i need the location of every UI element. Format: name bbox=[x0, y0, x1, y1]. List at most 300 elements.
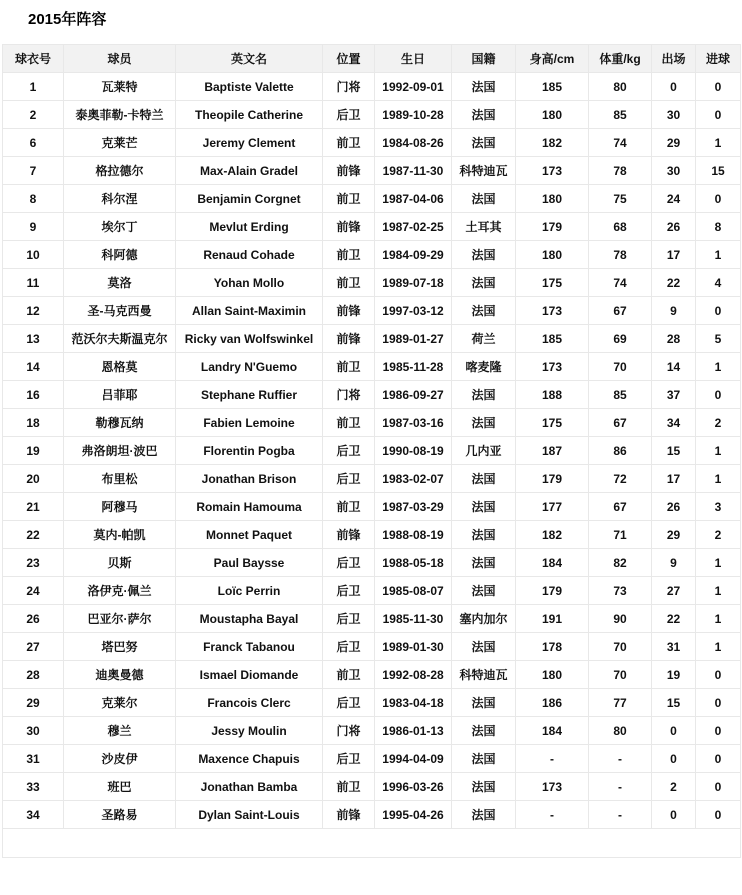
table-cell: 2 bbox=[696, 521, 741, 549]
table-cell: 82 bbox=[589, 549, 652, 577]
table-cell: 27 bbox=[3, 633, 64, 661]
table-cell: - bbox=[589, 773, 652, 801]
table-row bbox=[3, 101, 741, 129]
table-cell: 85 bbox=[589, 381, 652, 409]
table-cell: 前锋 bbox=[323, 325, 375, 353]
table-cell: 法国 bbox=[452, 129, 516, 157]
table-cell: 1997-03-12 bbox=[375, 297, 452, 325]
table-cell: - bbox=[516, 801, 589, 829]
table-cell: 9 bbox=[3, 213, 64, 241]
table-cell: 34 bbox=[652, 409, 696, 437]
table-cell: 门将 bbox=[323, 717, 375, 745]
table-cell: Moustapha Bayal bbox=[176, 605, 323, 633]
table-cell: 前锋 bbox=[323, 521, 375, 549]
table-cell: 前卫 bbox=[323, 353, 375, 381]
table-cell: 圣-马克西曼 bbox=[64, 297, 176, 325]
table-cell: 0 bbox=[696, 773, 741, 801]
table-cell: 法国 bbox=[452, 689, 516, 717]
header-cell: 球衣号 bbox=[3, 45, 64, 73]
header-cell: 身高/cm bbox=[516, 45, 589, 73]
table-cell: 克莱芒 bbox=[64, 129, 176, 157]
table-cell: 迪奥曼德 bbox=[64, 661, 176, 689]
table-cell: 几内亚 bbox=[452, 437, 516, 465]
table-cell: 1983-02-07 bbox=[375, 465, 452, 493]
table-cell: 8 bbox=[696, 213, 741, 241]
table-cell: 70 bbox=[589, 353, 652, 381]
table-cell: 荷兰 bbox=[452, 325, 516, 353]
table-cell: 后卫 bbox=[323, 633, 375, 661]
table-cell: 沙皮伊 bbox=[64, 745, 176, 773]
table-cell: Paul Baysse bbox=[176, 549, 323, 577]
table-cell: 188 bbox=[516, 381, 589, 409]
table-cell: 90 bbox=[589, 605, 652, 633]
table-cell: 70 bbox=[589, 633, 652, 661]
table-cell: 11 bbox=[3, 269, 64, 297]
table-cell: 179 bbox=[516, 577, 589, 605]
table-cell: 1987-11-30 bbox=[375, 157, 452, 185]
table-row bbox=[3, 801, 741, 829]
table-cell: 弗洛朗坦·波巴 bbox=[64, 437, 176, 465]
table-cell: 后卫 bbox=[323, 689, 375, 717]
table-cell: 法国 bbox=[452, 269, 516, 297]
table-cell: 1 bbox=[696, 241, 741, 269]
table-row bbox=[3, 325, 741, 353]
table-cell: 74 bbox=[589, 129, 652, 157]
table-cell: 洛伊克·佩兰 bbox=[64, 577, 176, 605]
header-row bbox=[3, 45, 741, 73]
table-cell: 后卫 bbox=[323, 549, 375, 577]
table-cell: 班巴 bbox=[64, 773, 176, 801]
table-cell: 后卫 bbox=[323, 745, 375, 773]
roster-table bbox=[2, 44, 741, 858]
table-cell: 1984-08-26 bbox=[375, 129, 452, 157]
table-cell: Jessy Moulin bbox=[176, 717, 323, 745]
table-cell: - bbox=[589, 801, 652, 829]
table-cell: 20 bbox=[3, 465, 64, 493]
table-cell: 贝斯 bbox=[64, 549, 176, 577]
table-cell: 1990-08-19 bbox=[375, 437, 452, 465]
table-cell: 77 bbox=[589, 689, 652, 717]
table-cell: 14 bbox=[652, 353, 696, 381]
header-cell: 球员 bbox=[64, 45, 176, 73]
table-cell: 184 bbox=[516, 549, 589, 577]
table-cell: 1983-04-18 bbox=[375, 689, 452, 717]
table-cell: 前卫 bbox=[323, 493, 375, 521]
table-cell: 法国 bbox=[452, 297, 516, 325]
table-cell: Mevlut Erding bbox=[176, 213, 323, 241]
table-body bbox=[3, 73, 741, 829]
table-cell: 16 bbox=[3, 381, 64, 409]
table-cell: 科特迪瓦 bbox=[452, 661, 516, 689]
table-cell: 180 bbox=[516, 661, 589, 689]
table-cell: 法国 bbox=[452, 549, 516, 577]
table-cell: 21 bbox=[3, 493, 64, 521]
table-cell: 前卫 bbox=[323, 269, 375, 297]
table-cell: 6 bbox=[3, 129, 64, 157]
table-cell: 3 bbox=[696, 493, 741, 521]
table-cell: 15 bbox=[652, 437, 696, 465]
table-cell: 15 bbox=[652, 689, 696, 717]
table-cell: 72 bbox=[589, 465, 652, 493]
table-cell: 180 bbox=[516, 101, 589, 129]
table-cell: 0 bbox=[652, 717, 696, 745]
table-cell: 0 bbox=[652, 745, 696, 773]
table-cell: 4 bbox=[696, 269, 741, 297]
header-cell: 生日 bbox=[375, 45, 452, 73]
table-cell: 1985-11-30 bbox=[375, 605, 452, 633]
table-cell: 7 bbox=[3, 157, 64, 185]
table-cell: 8 bbox=[3, 185, 64, 213]
table-cell: 法国 bbox=[452, 493, 516, 521]
table-row bbox=[3, 773, 741, 801]
table-cell: 19 bbox=[652, 661, 696, 689]
table-cell: 182 bbox=[516, 521, 589, 549]
table-cell: 30 bbox=[652, 101, 696, 129]
table-cell: 1 bbox=[3, 73, 64, 101]
table-cell: 法国 bbox=[452, 521, 516, 549]
table-cell: 28 bbox=[652, 325, 696, 353]
table-cell: 18 bbox=[3, 409, 64, 437]
table-cell: 克莱尔 bbox=[64, 689, 176, 717]
table-cell: 173 bbox=[516, 297, 589, 325]
table-cell: 33 bbox=[3, 773, 64, 801]
table-cell: 前卫 bbox=[323, 773, 375, 801]
table-cell: 1992-08-28 bbox=[375, 661, 452, 689]
table-row bbox=[3, 269, 741, 297]
table-cell: 1995-04-26 bbox=[375, 801, 452, 829]
table-cell: 30 bbox=[3, 717, 64, 745]
table-cell: 1 bbox=[696, 353, 741, 381]
header-cell: 位置 bbox=[323, 45, 375, 73]
table-cell: 前锋 bbox=[323, 213, 375, 241]
table-cell: 0 bbox=[652, 801, 696, 829]
table-cell: 78 bbox=[589, 241, 652, 269]
header-cell: 体重/kg bbox=[589, 45, 652, 73]
table-cell: 阿穆马 bbox=[64, 493, 176, 521]
table-cell: 1985-08-07 bbox=[375, 577, 452, 605]
table-cell: 莫洛 bbox=[64, 269, 176, 297]
table-cell: Monnet Paquet bbox=[176, 521, 323, 549]
table-cell: 吕菲耶 bbox=[64, 381, 176, 409]
table-cell: 31 bbox=[652, 633, 696, 661]
table-cell: 1987-02-25 bbox=[375, 213, 452, 241]
table-cell: Ricky van Wolfswinkel bbox=[176, 325, 323, 353]
table-cell: 15 bbox=[696, 157, 741, 185]
table-cell: 173 bbox=[516, 773, 589, 801]
table-cell: 格拉德尔 bbox=[64, 157, 176, 185]
table-cell: 17 bbox=[652, 465, 696, 493]
table-cell: 1992-09-01 bbox=[375, 73, 452, 101]
table-row bbox=[3, 605, 741, 633]
table-cell: 180 bbox=[516, 185, 589, 213]
table-cell: 法国 bbox=[452, 745, 516, 773]
table-cell: 74 bbox=[589, 269, 652, 297]
table-cell: 13 bbox=[3, 325, 64, 353]
table-cell: 法国 bbox=[452, 381, 516, 409]
table-cell: 182 bbox=[516, 129, 589, 157]
table-cell: 1989-07-18 bbox=[375, 269, 452, 297]
table-cell: 0 bbox=[696, 297, 741, 325]
table-cell: 后卫 bbox=[323, 101, 375, 129]
table-cell: 法国 bbox=[452, 73, 516, 101]
table-cell: 1987-04-06 bbox=[375, 185, 452, 213]
table-cell: 67 bbox=[589, 297, 652, 325]
table-row bbox=[3, 549, 741, 577]
table-cell: 1987-03-16 bbox=[375, 409, 452, 437]
table-cell: - bbox=[589, 745, 652, 773]
table-cell: - bbox=[516, 745, 589, 773]
table-cell: 后卫 bbox=[323, 437, 375, 465]
table-row bbox=[3, 493, 741, 521]
table-cell: 1988-05-18 bbox=[375, 549, 452, 577]
table-cell: 布里松 bbox=[64, 465, 176, 493]
table-cell: 85 bbox=[589, 101, 652, 129]
table-cell: 塞内加尔 bbox=[452, 605, 516, 633]
table-row bbox=[3, 381, 741, 409]
table-cell: 1 bbox=[696, 129, 741, 157]
table-cell: 31 bbox=[3, 745, 64, 773]
table-row bbox=[3, 409, 741, 437]
table-row bbox=[3, 745, 741, 773]
table-cell: 1988-08-19 bbox=[375, 521, 452, 549]
table-cell: 前锋 bbox=[323, 157, 375, 185]
table-cell: Max-Alain Gradel bbox=[176, 157, 323, 185]
table-row bbox=[3, 465, 741, 493]
table-cell: Landry N'Guemo bbox=[176, 353, 323, 381]
table-cell: 范沃尔夫斯温克尔 bbox=[64, 325, 176, 353]
table-row bbox=[3, 633, 741, 661]
table-cell: 24 bbox=[652, 185, 696, 213]
table-cell: 173 bbox=[516, 157, 589, 185]
table-cell: Romain Hamouma bbox=[176, 493, 323, 521]
table-cell: Jonathan Bamba bbox=[176, 773, 323, 801]
table-cell: 71 bbox=[589, 521, 652, 549]
table-cell: 法国 bbox=[452, 577, 516, 605]
table-cell: 勒穆瓦纳 bbox=[64, 409, 176, 437]
table-cell: 34 bbox=[3, 801, 64, 829]
table-cell: 莫内-帕凯 bbox=[64, 521, 176, 549]
table-row bbox=[3, 689, 741, 717]
table-cell: 9 bbox=[652, 549, 696, 577]
table-footer bbox=[3, 829, 741, 858]
table-cell: 80 bbox=[589, 717, 652, 745]
table-cell: 0 bbox=[696, 185, 741, 213]
table-cell: 26 bbox=[652, 493, 696, 521]
table-cell: 0 bbox=[652, 73, 696, 101]
table-row bbox=[3, 297, 741, 325]
table-cell: 泰奥菲勒-卡特兰 bbox=[64, 101, 176, 129]
table-row bbox=[3, 213, 741, 241]
table-cell: 180 bbox=[516, 241, 589, 269]
table-cell: 29 bbox=[652, 521, 696, 549]
table-cell: 前锋 bbox=[323, 801, 375, 829]
header-cell: 进球 bbox=[696, 45, 741, 73]
table-cell: Yohan Mollo bbox=[176, 269, 323, 297]
table-row bbox=[3, 577, 741, 605]
table-cell: 塔巴努 bbox=[64, 633, 176, 661]
table-cell: 12 bbox=[3, 297, 64, 325]
table-cell: 法国 bbox=[452, 185, 516, 213]
table-cell: 2 bbox=[652, 773, 696, 801]
table-cell: 5 bbox=[696, 325, 741, 353]
header-cell: 英文名 bbox=[176, 45, 323, 73]
table-cell: 184 bbox=[516, 717, 589, 745]
table-cell: 26 bbox=[652, 213, 696, 241]
table-cell: 法国 bbox=[452, 465, 516, 493]
table-cell: 0 bbox=[696, 801, 741, 829]
table-cell: 0 bbox=[696, 101, 741, 129]
table-cell: 67 bbox=[589, 493, 652, 521]
table-cell: 法国 bbox=[452, 241, 516, 269]
page-title: 2015年阵容 bbox=[28, 11, 107, 28]
table-cell: Maxence Chapuis bbox=[176, 745, 323, 773]
table-cell: 法国 bbox=[452, 801, 516, 829]
table-cell: 前卫 bbox=[323, 661, 375, 689]
table-cell: 37 bbox=[652, 381, 696, 409]
table-cell: 穆兰 bbox=[64, 717, 176, 745]
table-cell: 73 bbox=[589, 577, 652, 605]
table-cell: 179 bbox=[516, 465, 589, 493]
table-cell: 179 bbox=[516, 213, 589, 241]
table-cell: Ismael Diomande bbox=[176, 661, 323, 689]
table-cell: 法国 bbox=[452, 409, 516, 437]
table-cell: 14 bbox=[3, 353, 64, 381]
table-cell: 1984-09-29 bbox=[375, 241, 452, 269]
table-cell: 0 bbox=[696, 717, 741, 745]
table-row bbox=[3, 521, 741, 549]
table-cell: 前卫 bbox=[323, 129, 375, 157]
table-row bbox=[3, 661, 741, 689]
table-row bbox=[3, 353, 741, 381]
table-cell: 后卫 bbox=[323, 465, 375, 493]
table-cell: 177 bbox=[516, 493, 589, 521]
table-row bbox=[3, 73, 741, 101]
table-cell: Stephane Ruffier bbox=[176, 381, 323, 409]
table-row bbox=[3, 157, 741, 185]
table-cell: 70 bbox=[589, 661, 652, 689]
table-cell: 30 bbox=[652, 157, 696, 185]
table-cell: 28 bbox=[3, 661, 64, 689]
table-cell: 埃尔丁 bbox=[64, 213, 176, 241]
table-cell: 0 bbox=[696, 381, 741, 409]
table-cell: 29 bbox=[3, 689, 64, 717]
table-cell: 科尔涅 bbox=[64, 185, 176, 213]
table-cell: 29 bbox=[652, 129, 696, 157]
table-cell: 后卫 bbox=[323, 577, 375, 605]
table-cell: 27 bbox=[652, 577, 696, 605]
table-cell: 78 bbox=[589, 157, 652, 185]
table-cell: 67 bbox=[589, 409, 652, 437]
table-cell: 前卫 bbox=[323, 185, 375, 213]
table-cell: 前锋 bbox=[323, 297, 375, 325]
table-cell: 门将 bbox=[323, 73, 375, 101]
table-cell: 1 bbox=[696, 437, 741, 465]
table-cell: 巴亚尔·萨尔 bbox=[64, 605, 176, 633]
table-cell: 2 bbox=[3, 101, 64, 129]
table-cell: Dylan Saint-Louis bbox=[176, 801, 323, 829]
table-cell: 178 bbox=[516, 633, 589, 661]
table-cell: 1994-04-09 bbox=[375, 745, 452, 773]
table-row bbox=[3, 185, 741, 213]
table-cell: 土耳其 bbox=[452, 213, 516, 241]
table-cell: Theopile Catherine bbox=[176, 101, 323, 129]
table-cell: 1 bbox=[696, 633, 741, 661]
table-cell: 23 bbox=[3, 549, 64, 577]
table-cell: 门将 bbox=[323, 381, 375, 409]
table-cell: 1989-01-30 bbox=[375, 633, 452, 661]
table-cell: Jonathan Brison bbox=[176, 465, 323, 493]
table-cell: 191 bbox=[516, 605, 589, 633]
table-cell: 68 bbox=[589, 213, 652, 241]
table-cell: Francois Clerc bbox=[176, 689, 323, 717]
table-cell: 0 bbox=[696, 745, 741, 773]
table-cell: 法国 bbox=[452, 101, 516, 129]
table-cell: 法国 bbox=[452, 717, 516, 745]
table-cell: 1 bbox=[696, 465, 741, 493]
table-cell: 24 bbox=[3, 577, 64, 605]
table-cell: 86 bbox=[589, 437, 652, 465]
table-cell: Florentin Pogba bbox=[176, 437, 323, 465]
table-cell: 22 bbox=[3, 521, 64, 549]
table-cell: 17 bbox=[652, 241, 696, 269]
table-cell: 喀麦隆 bbox=[452, 353, 516, 381]
table-cell: Benjamin Corgnet bbox=[176, 185, 323, 213]
table-cell: 173 bbox=[516, 353, 589, 381]
header-cell: 国籍 bbox=[452, 45, 516, 73]
table-cell: 1989-10-28 bbox=[375, 101, 452, 129]
table-cell: 1987-03-29 bbox=[375, 493, 452, 521]
table-cell: 1986-09-27 bbox=[375, 381, 452, 409]
table-cell: 22 bbox=[652, 605, 696, 633]
table-cell: Fabien Lemoine bbox=[176, 409, 323, 437]
table-row bbox=[3, 437, 741, 465]
table-cell: 0 bbox=[696, 661, 741, 689]
table-cell: 22 bbox=[652, 269, 696, 297]
table-cell: Allan Saint-Maximin bbox=[176, 297, 323, 325]
table-cell: 185 bbox=[516, 73, 589, 101]
table-cell: Jeremy Clement bbox=[176, 129, 323, 157]
table-cell: 科阿德 bbox=[64, 241, 176, 269]
table-cell: Loïc Perrin bbox=[176, 577, 323, 605]
table-cell: 后卫 bbox=[323, 605, 375, 633]
table-cell: 19 bbox=[3, 437, 64, 465]
table-cell: 80 bbox=[589, 73, 652, 101]
table-cell: 法国 bbox=[452, 633, 516, 661]
table-cell: 187 bbox=[516, 437, 589, 465]
table-cell: 0 bbox=[696, 73, 741, 101]
table-row bbox=[3, 241, 741, 269]
table-cell: 法国 bbox=[452, 773, 516, 801]
table-cell: 69 bbox=[589, 325, 652, 353]
table-cell: Baptiste Valette bbox=[176, 73, 323, 101]
table-cell: 前卫 bbox=[323, 241, 375, 269]
table-cell: 1985-11-28 bbox=[375, 353, 452, 381]
table-cell: 1996-03-26 bbox=[375, 773, 452, 801]
table-cell: 2 bbox=[696, 409, 741, 437]
table-cell: 1 bbox=[696, 549, 741, 577]
table-cell: 10 bbox=[3, 241, 64, 269]
table-cell: 175 bbox=[516, 409, 589, 437]
table-cell: 0 bbox=[696, 689, 741, 717]
table-cell: 瓦莱特 bbox=[64, 73, 176, 101]
table-header bbox=[3, 45, 741, 73]
table-cell: 26 bbox=[3, 605, 64, 633]
table-cell: 圣路易 bbox=[64, 801, 176, 829]
table-cell: 恩格莫 bbox=[64, 353, 176, 381]
table-cell: 186 bbox=[516, 689, 589, 717]
table-row bbox=[3, 717, 741, 745]
table-cell: 1 bbox=[696, 577, 741, 605]
